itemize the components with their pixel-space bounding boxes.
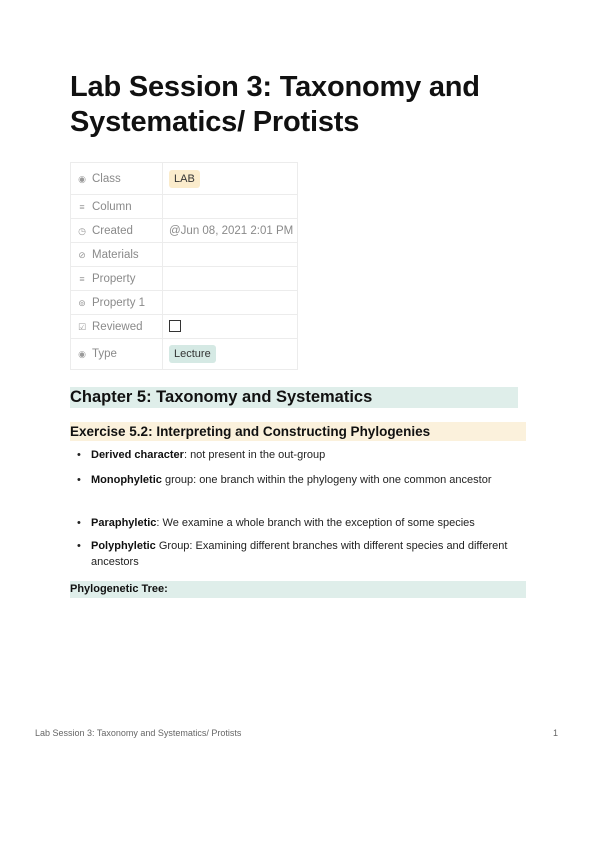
property-row-property-1	[71, 291, 298, 315]
term: Polyphyletic	[91, 540, 156, 552]
phylogenetic-tree-heading: Phylogenetic Tree:	[70, 581, 526, 598]
link-icon: ⊚	[78, 297, 86, 308]
reviewed-checkbox[interactable]	[169, 320, 181, 332]
property-row-materials	[71, 243, 298, 267]
property-1-value[interactable]	[163, 291, 298, 315]
properties-table	[70, 162, 298, 370]
exercise-heading: Exercise 5.2: Interpreting and Constructing Phylogenies	[70, 422, 526, 441]
attachment-icon: ⊘	[78, 249, 86, 260]
property-label: Created	[92, 224, 133, 237]
property-label: Property 1	[92, 296, 146, 309]
list-item	[70, 538, 526, 570]
property-row-reviewed	[71, 315, 298, 339]
checkbox-icon: ☑	[77, 321, 87, 332]
definition: group: one branch within the phylogeny with one common ancestor	[161, 474, 492, 486]
property-row-type	[71, 339, 298, 370]
type-tag[interactable]: Lecture	[169, 345, 216, 363]
bullet-icon: •	[77, 474, 81, 486]
property-row-column	[71, 195, 298, 219]
property-label: Materials	[92, 248, 139, 261]
property-label: Reviewed	[92, 320, 143, 333]
bullet-icon: •	[77, 449, 81, 461]
list-item	[70, 515, 526, 531]
property-row-created	[71, 219, 298, 243]
term: Paraphyletic	[91, 517, 157, 529]
property-label: Class	[92, 172, 121, 185]
clock-icon: ◷	[78, 225, 86, 236]
select-icon: ◉	[78, 173, 86, 184]
page-title: Lab Session 3: Taxonomy and Systematics/ Protists	[70, 71, 480, 138]
select-icon: ◉	[78, 349, 86, 359]
property-row-class	[71, 163, 298, 195]
property-label: Column	[92, 200, 132, 213]
definition: : not present in the out-group	[183, 449, 326, 461]
definition: Group: Examining different branches with different species and different ancestors	[91, 540, 508, 568]
definition: : We examine a whole branch with the exception of some species	[156, 517, 475, 529]
property-label: Property	[92, 272, 136, 285]
footer-page-number: 1	[553, 728, 559, 738]
term: Monophyletic	[91, 474, 162, 486]
materials-value[interactable]	[163, 243, 298, 267]
chapter-heading: Chapter 5: Taxonomy and Systematics	[70, 387, 518, 408]
text-icon: ≡	[79, 201, 85, 212]
term: Derived character	[91, 449, 184, 461]
property-label: Type	[92, 348, 117, 360]
text-icon: ≡	[79, 273, 85, 284]
property-row-property	[71, 267, 298, 291]
list-item	[70, 472, 526, 488]
bullet-icon: •	[77, 517, 81, 529]
column-value[interactable]	[163, 195, 298, 219]
footer-doc-title: Lab Session 3: Taxonomy and Systematics/ Protists	[35, 728, 242, 738]
list-item	[70, 447, 526, 463]
property-value[interactable]	[163, 267, 298, 291]
bullet-icon: •	[77, 540, 81, 552]
class-tag[interactable]: LAB	[169, 170, 200, 188]
created-value: @Jun 08, 2021 2:01 PM	[169, 224, 294, 237]
